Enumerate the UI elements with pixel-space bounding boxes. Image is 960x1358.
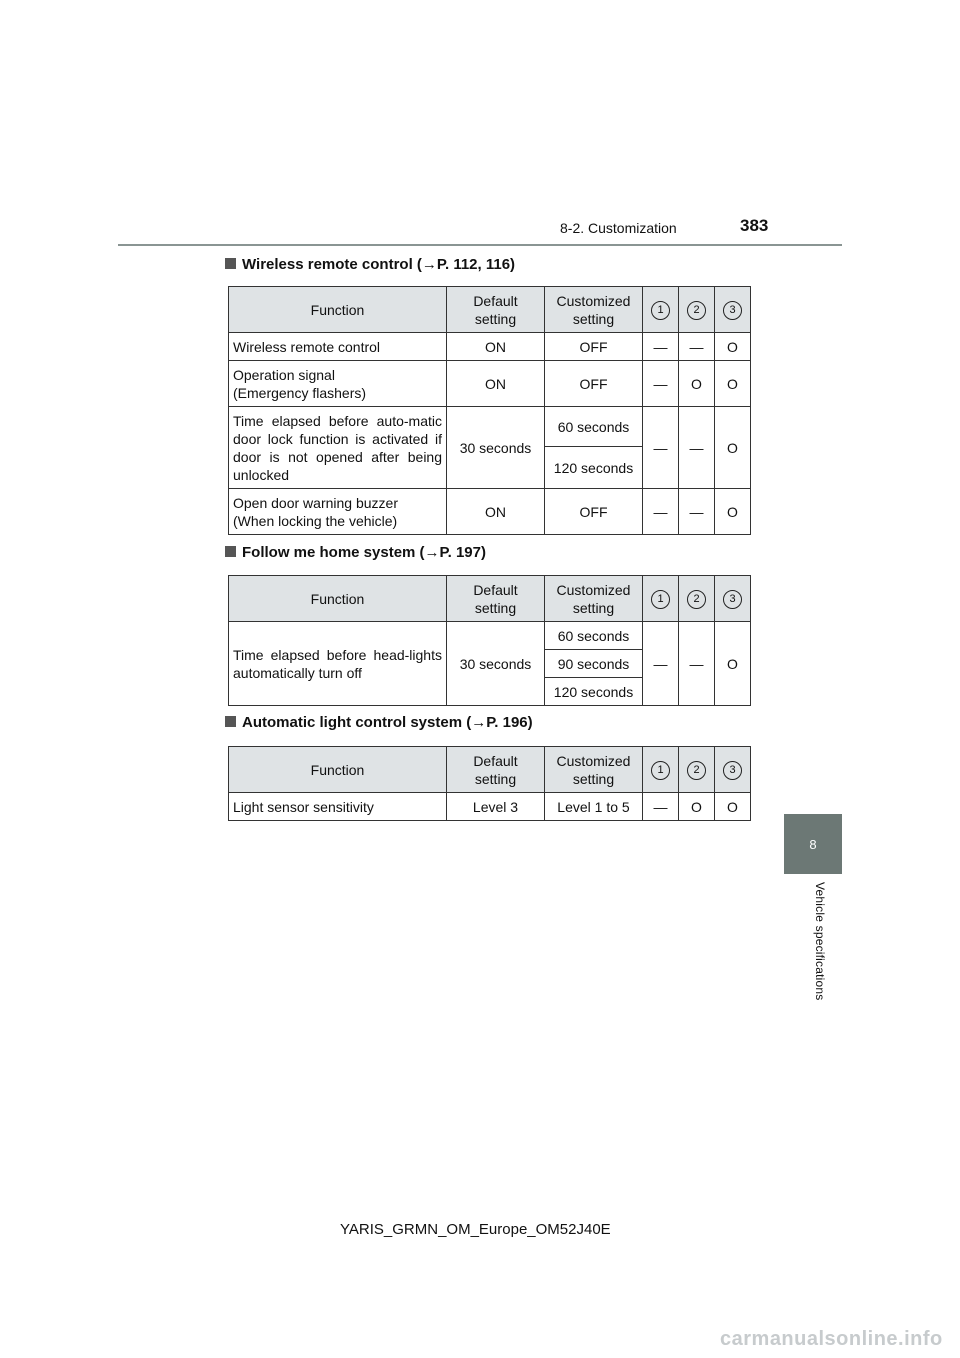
- table-header-row: [229, 576, 751, 622]
- table-row: Operation signal (Emergency flashers) ON OFF — O O: [229, 361, 751, 407]
- col-default: Default setting: [447, 287, 545, 333]
- chapter-label: Vehicle specifications: [813, 882, 827, 1001]
- auto-light-table: [228, 746, 751, 821]
- table-header-row: [229, 287, 751, 333]
- table-row: 120 seconds: [229, 678, 751, 706]
- col-function: Function: [229, 287, 447, 333]
- section-heading-follow-me-home: Follow me home system (→P. 197): [225, 544, 486, 561]
- col-2: 2: [679, 747, 715, 793]
- section-heading-auto-light: Automatic light control system (→P. 196): [225, 714, 533, 731]
- col-default: Default setting: [447, 576, 545, 622]
- col-function: Function: [229, 747, 447, 793]
- table-row: Time elapsed before auto-matic door lock function is activated if door is not opened after being unlocked 30 seconds 60 seconds — — O: [229, 407, 751, 447]
- table-row: Light sensor sensitivity Level 3 Level 1 to 5 — O O: [229, 793, 751, 821]
- section-heading-wireless-remote: Wireless remote control (→P. 112, 116): [225, 256, 515, 273]
- wireless-remote-table: [228, 286, 751, 535]
- col-customized: Customized setting: [545, 747, 643, 793]
- header-divider: [118, 244, 842, 246]
- col-1: 1: [643, 576, 679, 622]
- table-row: Time elapsed before head-lights automatically turn off 30 seconds 60 seconds — — O: [229, 622, 751, 650]
- col-3: 3: [715, 747, 751, 793]
- col-customized: Customized setting: [545, 576, 643, 622]
- col-2: 2: [679, 576, 715, 622]
- col-3: 3: [715, 287, 751, 333]
- table-row: 90 seconds: [229, 650, 751, 678]
- page-number: 383: [740, 216, 769, 235]
- chapter-tab: 8: [784, 814, 842, 874]
- document-code: YARIS_GRMN_OM_Europe_OM52J40E: [340, 1221, 611, 1238]
- table-row: Wireless remote control ON OFF — — O: [229, 333, 751, 361]
- table-row: 120 seconds: [229, 447, 751, 489]
- square-bullet-icon: [225, 546, 236, 557]
- col-3: 3: [715, 576, 751, 622]
- col-customized: Customized setting: [545, 287, 643, 333]
- square-bullet-icon: [225, 716, 236, 727]
- table-header-row: [229, 747, 751, 793]
- col-function: Function: [229, 576, 447, 622]
- follow-me-home-table: [228, 575, 751, 706]
- col-2: 2: [679, 287, 715, 333]
- square-bullet-icon: [225, 258, 236, 269]
- col-1: 1: [643, 287, 679, 333]
- col-1: 1: [643, 747, 679, 793]
- section-title: 8-2. Customization: [560, 220, 677, 236]
- watermark: carmanualsonline.info: [720, 1328, 943, 1350]
- col-default: Default setting: [447, 747, 545, 793]
- table-row: Open door warning buzzer (When locking the vehicle) ON OFF — — O: [229, 489, 751, 535]
